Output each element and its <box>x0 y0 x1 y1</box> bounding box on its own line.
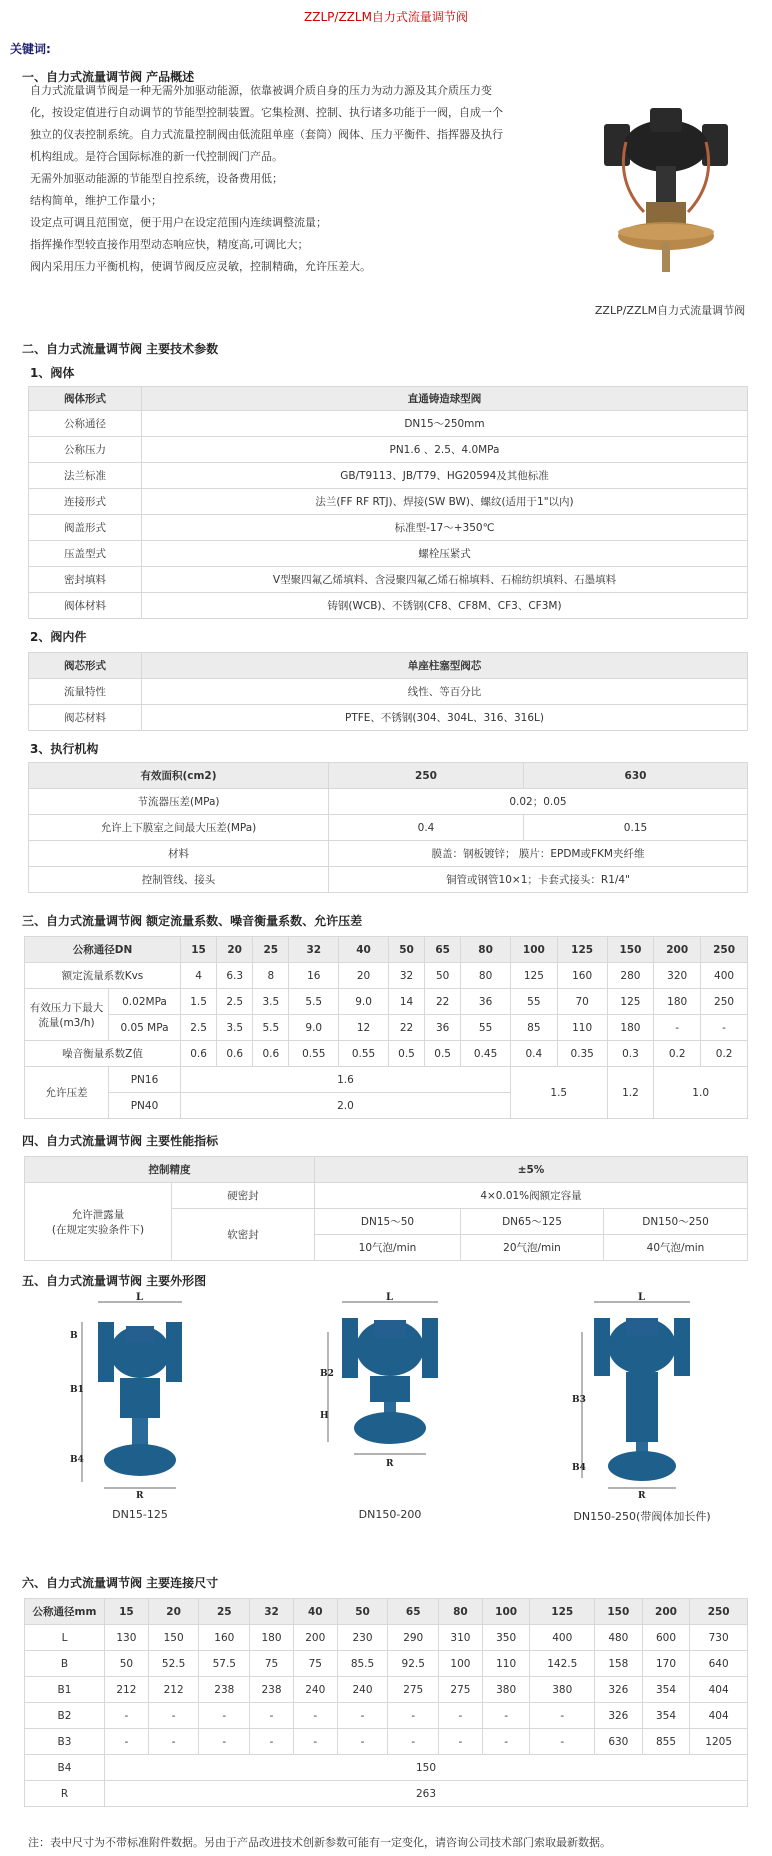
outline-drawing-dn15-125 <box>70 1292 210 1502</box>
overview-line: 结构简单，维护工作量小； <box>30 194 162 207</box>
table-cell: PN40 <box>109 1093 181 1119</box>
table-cell: 公称通径mm <box>25 1599 105 1625</box>
table-cell: 160 <box>199 1625 250 1651</box>
table-cell: 0.4 <box>510 1041 557 1067</box>
table-cell: 0.6 <box>217 1041 253 1067</box>
table-cell: 150 <box>595 1599 643 1625</box>
svg-text:L: L <box>386 1292 394 1303</box>
table-cell: 法兰标准 <box>29 463 142 489</box>
drawing-caption: DN150-250(带阀体加长件) <box>573 1510 711 1523</box>
table-cell: 6.3 <box>217 963 253 989</box>
table-cell: 855 <box>642 1729 690 1755</box>
table-cell: DN15～250mm <box>142 411 748 437</box>
table-cell: 275 <box>388 1677 439 1703</box>
table-cell: 125 <box>607 989 654 1015</box>
table-cell: DN150～250 <box>604 1209 748 1235</box>
table-cell: 5.5 <box>253 1015 289 1041</box>
table-cell: 15 <box>181 937 217 963</box>
table-cell: 230 <box>337 1625 388 1651</box>
table-cell: - <box>701 1015 748 1041</box>
table-cell: 125 <box>557 937 607 963</box>
table-cell: 263 <box>105 1781 748 1807</box>
table-cell: 标准型-17～+350℃ <box>142 515 748 541</box>
table-cell: 170 <box>642 1651 690 1677</box>
table-cell: 100 <box>510 937 557 963</box>
table-cell: 326 <box>595 1677 643 1703</box>
table-cell: 0.6 <box>181 1041 217 1067</box>
overview-line: 设定点可调且范围宽，便于用户在设定范围内连续调整流量； <box>30 216 327 229</box>
table-cell: 160 <box>557 963 607 989</box>
table-cell: - <box>530 1729 595 1755</box>
table-cell: - <box>388 1729 439 1755</box>
actuator-table <box>28 762 748 893</box>
table-cell: PTFE、不锈钢(304、304L、316、316L) <box>142 705 748 731</box>
table-cell: 125 <box>530 1599 595 1625</box>
table-cell: 密封填料 <box>29 567 142 593</box>
table-cell: 9.0 <box>289 1015 339 1041</box>
table-cell: 50 <box>337 1599 388 1625</box>
table-cell: R <box>25 1781 105 1807</box>
table-cell: 380 <box>482 1677 530 1703</box>
table-cell: 250 <box>701 989 748 1015</box>
svg-text:B: B <box>70 1331 78 1341</box>
table-cell: 380 <box>530 1677 595 1703</box>
table-cell: 螺栓压紧式 <box>142 541 748 567</box>
table-cell: - <box>337 1703 388 1729</box>
table-cell: - <box>337 1729 388 1755</box>
table-cell: 50 <box>388 937 424 963</box>
overview-line: 机构组成。是符合国际标准的新一代控制阀门产品。 <box>30 150 283 163</box>
table-cell: - <box>148 1703 199 1729</box>
table-cell: 40 <box>293 1599 337 1625</box>
table-cell: 0.6 <box>253 1041 289 1067</box>
table-cell: 25 <box>199 1599 250 1625</box>
table-cell: 320 <box>654 963 701 989</box>
table-cell: 0.4 <box>329 815 524 841</box>
flow-table <box>24 936 748 1119</box>
table-cell: 2.0 <box>181 1093 511 1119</box>
table-cell: 有效面积(cm2) <box>29 763 329 789</box>
table-cell: 180 <box>250 1625 294 1651</box>
table-cell: 直通铸造球型阀 <box>142 387 748 411</box>
table-cell: 350 <box>482 1625 530 1651</box>
table-cell: - <box>105 1703 149 1729</box>
table-cell: V型聚四氟乙烯填料、含浸聚四氟乙烯石棉填料、石棉纺织填料、石墨填料 <box>142 567 748 593</box>
keywords-label: 关键词: <box>10 42 51 56</box>
table-cell: L <box>25 1625 105 1651</box>
table-cell: 10气泡/min <box>315 1235 461 1261</box>
table-cell: - <box>530 1703 595 1729</box>
table-cell: B <box>25 1651 105 1677</box>
table-cell: 630 <box>595 1729 643 1755</box>
table-cell: 硬密封 <box>172 1183 315 1209</box>
table-cell: 20 <box>217 937 253 963</box>
table-cell: 4 <box>181 963 217 989</box>
table-cell: 310 <box>439 1625 483 1651</box>
table-cell: - <box>388 1703 439 1729</box>
table-cell: 200 <box>654 937 701 963</box>
table-cell: 1.6 <box>181 1067 511 1093</box>
table-cell: - <box>654 1015 701 1041</box>
outline-drawing-dn150-200 <box>320 1292 460 1502</box>
table-cell: 1.5 <box>510 1067 607 1119</box>
page-title: ZZLP/ZZLM自力式流量调节阀 <box>304 10 468 24</box>
table-cell: 2.5 <box>217 989 253 1015</box>
table-cell: 1.2 <box>607 1067 654 1119</box>
table-cell: 12 <box>339 1015 389 1041</box>
dimensions-table <box>24 1598 748 1807</box>
svg-text:B4: B4 <box>70 1455 84 1465</box>
table-cell: 212 <box>105 1677 149 1703</box>
table-cell: - <box>293 1729 337 1755</box>
table-cell: 75 <box>293 1651 337 1677</box>
table-cell: 阀体形式 <box>29 387 142 411</box>
table-cell: - <box>199 1729 250 1755</box>
table-cell: 158 <box>595 1651 643 1677</box>
table-cell: B3 <box>25 1729 105 1755</box>
subsection-actuator-heading: 3、执行机构 <box>30 742 99 756</box>
table-cell: 控制管线、接头 <box>29 867 329 893</box>
table-cell: 膜盖：钢板镀锌； 膜片：EPDM或FKM夹纤维 <box>329 841 748 867</box>
overview-line: 阀内采用压力平衡机构，使调节阀反应灵敏，控制精确，允许压差大。 <box>30 260 371 273</box>
table-cell: 65 <box>388 1599 439 1625</box>
table-cell: 软密封 <box>172 1209 315 1261</box>
section-dimensions-heading: 六、自力式流量调节阀 主要连接尺寸 <box>22 1576 219 1590</box>
table-cell: 100 <box>439 1651 483 1677</box>
table-cell: 22 <box>388 1015 424 1041</box>
section-flow-heading: 三、自力式流量调节阀 额定流量系数、噪音衡量系数、允许压差 <box>22 914 363 928</box>
table-cell: 150 <box>607 937 654 963</box>
svg-text:L: L <box>136 1292 144 1303</box>
table-cell: 阀盖形式 <box>29 515 142 541</box>
table-cell: 0.5 <box>388 1041 424 1067</box>
table-cell: 0.05 MPa <box>109 1015 181 1041</box>
table-cell: B1 <box>25 1677 105 1703</box>
table-cell: 32 <box>250 1599 294 1625</box>
table-cell: 50 <box>105 1651 149 1677</box>
table-cell: 0.02；0.05 <box>329 789 748 815</box>
table-cell: 线性、等百分比 <box>142 679 748 705</box>
table-cell: 55 <box>461 1015 511 1041</box>
table-cell: 有效压力下最大流量(m3/h) <box>25 989 109 1041</box>
table-cell: 75 <box>250 1651 294 1677</box>
table-cell: 404 <box>690 1677 748 1703</box>
table-cell: 20 <box>339 963 389 989</box>
table-cell: 铜管或钢管10×1；卡套式接头：R1/4" <box>329 867 748 893</box>
table-cell: 290 <box>388 1625 439 1651</box>
table-cell: 2.5 <box>181 1015 217 1041</box>
drawing-caption: DN15-125 <box>112 1508 168 1521</box>
svg-text:B1: B1 <box>70 1385 84 1395</box>
table-cell: 238 <box>199 1677 250 1703</box>
table-cell: 压盖型式 <box>29 541 142 567</box>
table-cell: 阀体材料 <box>29 593 142 619</box>
table-cell: 单座柱塞型阀芯 <box>142 653 748 679</box>
table-cell: 阀芯材料 <box>29 705 142 731</box>
table-cell: 22 <box>425 989 461 1015</box>
table-cell: 0.02MPa <box>109 989 181 1015</box>
table-cell: 0.55 <box>289 1041 339 1067</box>
overview-line: 无需外加驱动能源的节能型自控系统，设备费用低； <box>30 172 283 185</box>
table-cell: 0.5 <box>425 1041 461 1067</box>
table-cell: 80 <box>461 937 511 963</box>
table-cell: PN1.6 、2.5、4.0MPa <box>142 437 748 463</box>
table-cell: 0.3 <box>607 1041 654 1067</box>
table-cell: 130 <box>105 1625 149 1651</box>
table-cell: 480 <box>595 1625 643 1651</box>
overview-line: 化，按设定值进行自动调节的节能型控制装置。它集检测、控制、执行诸多功能于一阀，自成一个 <box>30 106 503 119</box>
table-cell: - <box>439 1729 483 1755</box>
table-cell: 公称通径 <box>29 411 142 437</box>
table-cell: 110 <box>557 1015 607 1041</box>
table-cell: 0.45 <box>461 1041 511 1067</box>
table-cell: 200 <box>293 1625 337 1651</box>
table-cell: 公称压力 <box>29 437 142 463</box>
overview-line: 独立的仪表控制系统。自力式流量控制阀由低流阻单座（套筒）阀体、压力平衡件、指挥器及执行 <box>30 128 503 141</box>
table-cell: 32 <box>388 963 424 989</box>
table-cell: 允许泄露量 (在规定实验条件下) <box>25 1183 172 1261</box>
table-cell: 36 <box>425 1015 461 1041</box>
drawing-caption: DN150-200 <box>358 1508 422 1521</box>
table-cell: 40气泡/min <box>604 1235 748 1261</box>
table-cell: 80 <box>461 963 511 989</box>
trim-table <box>28 652 748 731</box>
table-cell: - <box>250 1703 294 1729</box>
section-drawings-heading: 五、自力式流量调节阀 主要外形图 <box>22 1274 207 1288</box>
table-cell: 材料 <box>29 841 329 867</box>
table-cell: - <box>482 1729 530 1755</box>
svg-text:L: L <box>638 1292 646 1303</box>
table-cell: 25 <box>253 937 289 963</box>
table-cell: 3.5 <box>217 1015 253 1041</box>
table-cell: 0.15 <box>524 815 748 841</box>
table-cell: 4×0.01%阀额定容量 <box>315 1183 748 1209</box>
table-cell: 1.5 <box>181 989 217 1015</box>
table-cell: 16 <box>289 963 339 989</box>
table-cell: 节流器压差(MPa) <box>29 789 329 815</box>
table-cell: 法兰(FF RF RTJ)、焊接(SW BW)、螺纹(适用于1"以内) <box>142 489 748 515</box>
svg-text:H: H <box>320 1411 329 1421</box>
table-cell: 730 <box>690 1625 748 1651</box>
body-table <box>28 386 748 619</box>
table-cell: 0.2 <box>701 1041 748 1067</box>
table-cell: 公称通径DN <box>25 937 181 963</box>
outline-drawing-dn150-250-extended <box>572 1292 712 1502</box>
table-cell: 80 <box>439 1599 483 1625</box>
table-cell: 额定流量系数Kvs <box>25 963 181 989</box>
table-cell: 52.5 <box>148 1651 199 1677</box>
table-cell: GB/T9113、JB/T79、HG20594及其他标准 <box>142 463 748 489</box>
table-cell: 125 <box>510 963 557 989</box>
table-cell: 92.5 <box>388 1651 439 1677</box>
table-cell: - <box>199 1703 250 1729</box>
table-cell: 400 <box>701 963 748 989</box>
table-cell: 326 <box>595 1703 643 1729</box>
overview-line: 指挥操作型较直接作用型动态响应快，精度高,可调比大； <box>30 238 309 251</box>
table-cell: 70 <box>557 989 607 1015</box>
table-cell: 142.5 <box>530 1651 595 1677</box>
svg-text:B3: B3 <box>572 1395 586 1405</box>
table-cell: 630 <box>524 763 748 789</box>
table-cell: 0.35 <box>557 1041 607 1067</box>
table-cell: 5.5 <box>289 989 339 1015</box>
table-cell: 238 <box>250 1677 294 1703</box>
table-cell: 1.0 <box>654 1067 748 1119</box>
section-tech-params-heading: 二、自力式流量调节阀 主要技术参数 <box>22 342 219 356</box>
table-cell: 250 <box>701 937 748 963</box>
performance-table <box>24 1156 748 1261</box>
table-cell: 噪音衡量系数Z值 <box>25 1041 181 1067</box>
table-cell: 铸钢(WCB)、不锈钢(CF8、CF8M、CF3、CF3M) <box>142 593 748 619</box>
overview-text <box>30 80 560 278</box>
table-cell: 110 <box>482 1651 530 1677</box>
table-cell: 15 <box>105 1599 149 1625</box>
table-cell: 600 <box>642 1625 690 1651</box>
svg-text:B4: B4 <box>572 1463 586 1473</box>
subsection-body-heading: 1、阀体 <box>30 366 75 380</box>
footnote: 注：表中尺寸为不带标准附件数据。另由于产品改进技术创新参数可能有一定变化，请咨询公司技术部门索取最新数据。 <box>28 1836 611 1849</box>
table-cell: 1205 <box>690 1729 748 1755</box>
svg-text:B2: B2 <box>320 1369 334 1379</box>
table-cell: - <box>250 1729 294 1755</box>
table-cell: 354 <box>642 1703 690 1729</box>
table-cell: 404 <box>690 1703 748 1729</box>
table-cell: 150 <box>148 1625 199 1651</box>
table-cell: 20 <box>148 1599 199 1625</box>
table-cell: DN65～125 <box>461 1209 604 1235</box>
table-cell: 250 <box>690 1599 748 1625</box>
table-cell: 180 <box>654 989 701 1015</box>
table-cell: 允许压差 <box>25 1067 109 1119</box>
table-cell: 9.0 <box>339 989 389 1015</box>
photo-caption: ZZLP/ZZLM自力式流量调节阀 <box>594 304 746 317</box>
table-cell: 阀芯形式 <box>29 653 142 679</box>
overview-line: 自力式流量调节阀是一种无需外加驱动能源，依靠被调介质自身的压力为动力源及其介质压力变 <box>30 84 492 97</box>
table-cell: 100 <box>482 1599 530 1625</box>
table-cell: 36 <box>461 989 511 1015</box>
table-cell: ±5% <box>315 1157 748 1183</box>
table-cell: 275 <box>439 1677 483 1703</box>
table-cell: 允许上下膜室之间最大压差(MPa) <box>29 815 329 841</box>
table-cell: - <box>293 1703 337 1729</box>
table-cell: 连接形式 <box>29 489 142 515</box>
table-cell: 400 <box>530 1625 595 1651</box>
svg-text:R: R <box>386 1459 394 1469</box>
table-cell: 85 <box>510 1015 557 1041</box>
subsection-trim-heading: 2、阀内件 <box>30 630 87 644</box>
section-overview-heading: 一、自力式流量调节阀 产品概述 <box>22 70 195 84</box>
table-cell: 3.5 <box>253 989 289 1015</box>
table-cell: PN16 <box>109 1067 181 1093</box>
table-cell: B4 <box>25 1755 105 1781</box>
table-cell: 250 <box>329 763 524 789</box>
table-cell: 57.5 <box>199 1651 250 1677</box>
svg-text:R: R <box>136 1491 144 1501</box>
table-cell: 0.55 <box>339 1041 389 1067</box>
table-cell: - <box>148 1729 199 1755</box>
table-cell: 8 <box>253 963 289 989</box>
table-cell: 流量特性 <box>29 679 142 705</box>
table-cell: B2 <box>25 1703 105 1729</box>
table-cell: - <box>482 1703 530 1729</box>
valve-product-photo <box>596 102 736 282</box>
table-cell: 212 <box>148 1677 199 1703</box>
table-cell: 65 <box>425 937 461 963</box>
table-cell: 32 <box>289 937 339 963</box>
table-cell: 240 <box>293 1677 337 1703</box>
table-cell: DN15～50 <box>315 1209 461 1235</box>
table-cell: 280 <box>607 963 654 989</box>
table-cell: 控制精度 <box>25 1157 315 1183</box>
table-cell: 180 <box>607 1015 654 1041</box>
table-cell: 150 <box>105 1755 748 1781</box>
table-cell: 14 <box>388 989 424 1015</box>
section-performance-heading: 四、自力式流量调节阀 主要性能指标 <box>22 1134 219 1148</box>
table-cell: - <box>439 1703 483 1729</box>
table-cell: 85.5 <box>337 1651 388 1677</box>
table-cell: 0.2 <box>654 1041 701 1067</box>
table-cell: 240 <box>337 1677 388 1703</box>
table-cell: 40 <box>339 937 389 963</box>
svg-text:R: R <box>638 1491 646 1501</box>
table-cell: 55 <box>510 989 557 1015</box>
table-cell: - <box>105 1729 149 1755</box>
table-cell: 200 <box>642 1599 690 1625</box>
table-cell: 20气泡/min <box>461 1235 604 1261</box>
table-cell: 640 <box>690 1651 748 1677</box>
table-cell: 50 <box>425 963 461 989</box>
table-cell: 354 <box>642 1677 690 1703</box>
